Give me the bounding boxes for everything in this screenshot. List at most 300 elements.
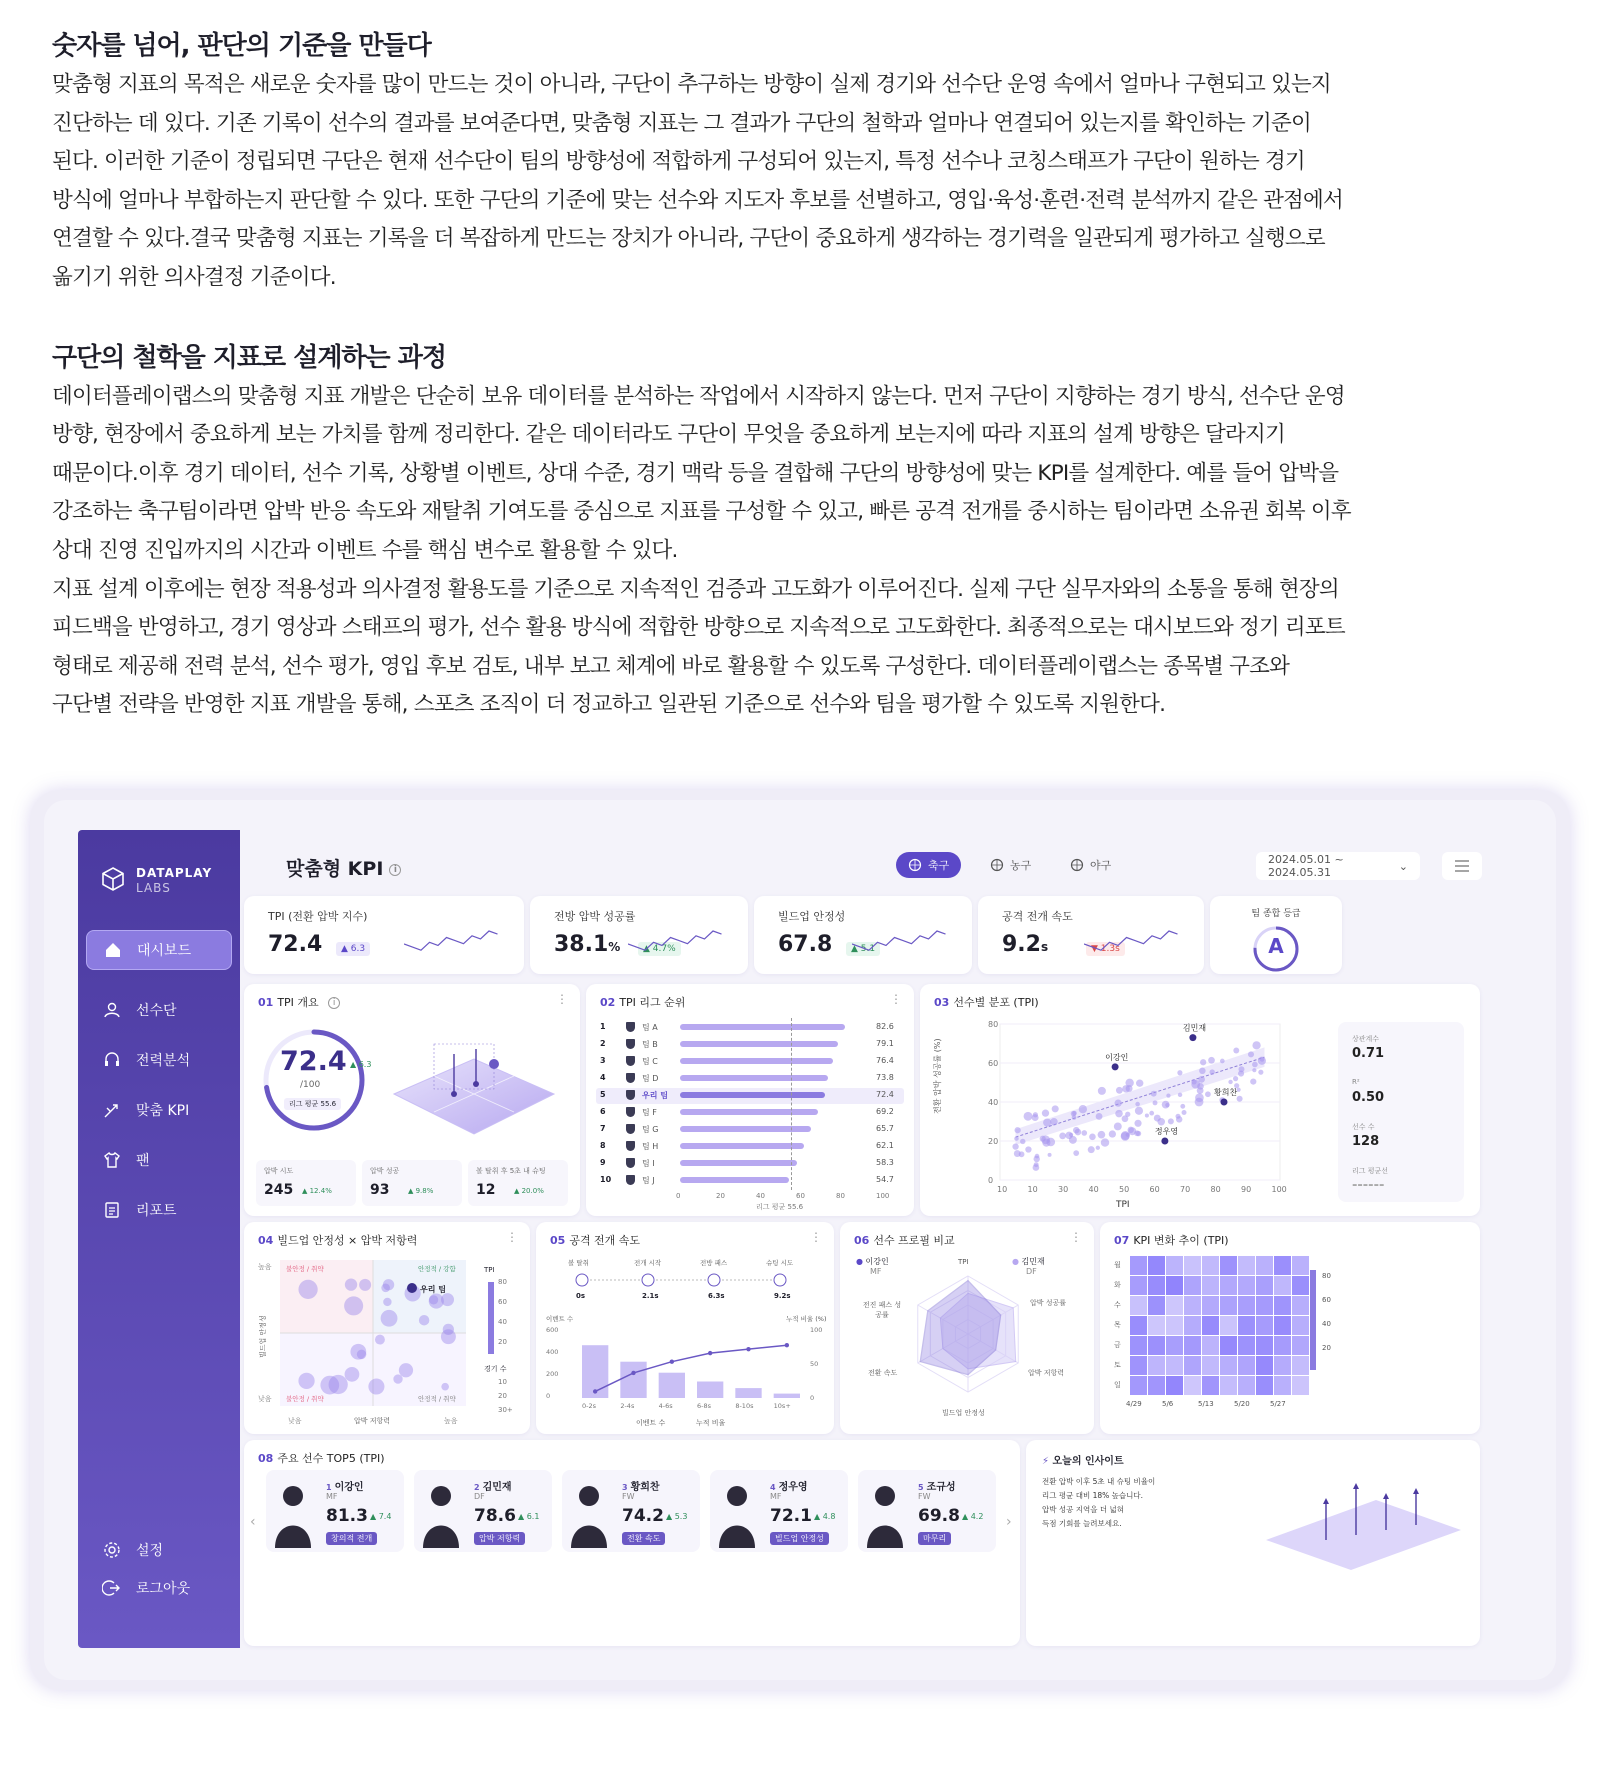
heatmap-cell	[1274, 1296, 1291, 1315]
line-point	[785, 1343, 789, 1347]
player-score: 74.2	[622, 1506, 664, 1526]
heatmap-cell	[1274, 1356, 1291, 1375]
paragraph-line: 구단별 전략을 반영한 지표 개발을 통해, 스포츠 조직이 더 정교하고 일관된 기준으로 선수와 팀을 평가할 수 있도록 지원한다.	[52, 692, 1166, 718]
x-tick-label: 10s+	[773, 1402, 791, 1410]
player-tag: 빌드업 안정성	[770, 1532, 829, 1545]
heatmap-cell	[1148, 1316, 1165, 1335]
player-position: MF	[326, 1492, 338, 1501]
heatmap-cell	[1238, 1296, 1255, 1315]
panel-tpi-overview	[244, 984, 580, 1216]
data-point	[1033, 1112, 1038, 1117]
tpi-scale-tick: 60	[498, 1298, 507, 1306]
rank-number: 1	[600, 1022, 606, 1031]
data-point	[1059, 1132, 1066, 1139]
player-card[interactable]	[562, 1470, 700, 1552]
shield-icon	[626, 1022, 635, 1032]
x-tick-label: 20	[716, 1192, 725, 1200]
event-bar	[659, 1373, 685, 1398]
heatmap-cell	[1184, 1296, 1201, 1315]
stat-label: 볼 탈취 후 5초 내 슈팅	[476, 1167, 546, 1175]
data-point	[1178, 1093, 1182, 1097]
team-grade-card	[1210, 896, 1342, 974]
rank-number: 3	[600, 1056, 606, 1065]
heatmap-cell	[1292, 1376, 1309, 1395]
shield-icon	[626, 1124, 635, 1134]
x-tick-label: 2-4s	[620, 1402, 635, 1410]
info-icon[interactable]: i	[389, 864, 401, 876]
bubble	[298, 1373, 314, 1389]
data-point	[1248, 1051, 1254, 1057]
more-icon[interactable]: ⋮	[556, 992, 568, 1006]
heatmap-cell	[1184, 1356, 1201, 1375]
panel-title: 06 선수 프로필 비교	[854, 1234, 955, 1247]
data-point	[1210, 1069, 1215, 1074]
panel-tpi-league-rank	[586, 984, 914, 1216]
heatmap-cell	[1130, 1376, 1147, 1395]
x-tick-label: 100	[1271, 1185, 1287, 1194]
heatmap-cell	[1148, 1276, 1165, 1295]
player-name: 5 조규성	[918, 1482, 956, 1493]
step-icon	[708, 1274, 720, 1286]
y-hi-label: 높음	[258, 1263, 272, 1271]
rank-value: 54.7	[876, 1175, 894, 1184]
bubble	[368, 1378, 384, 1394]
more-icon[interactable]: ⋮	[1070, 1230, 1082, 1244]
sidebar-item[interactable]	[86, 1140, 232, 1180]
data-point	[1252, 1041, 1260, 1049]
rank-value: 69.2	[876, 1107, 894, 1116]
sport-tab[interactable]	[978, 852, 1043, 878]
bubble	[381, 1283, 390, 1292]
stat-value: 128	[1352, 1134, 1380, 1149]
sidebar	[78, 830, 240, 1648]
player-score: 81.3	[326, 1506, 368, 1526]
labeled-point	[1189, 1034, 1196, 1041]
paragraph-line: 강조하는 축구팀이라면 압박 반응 속도와 재탈취 기여도를 중심으로 지표를 구성할 수 있고, 빠른 공격 전개를 중시하는 팀이라면 소유권 회복 이후	[52, 499, 1351, 525]
data-point	[1069, 1136, 1077, 1144]
heatmap-cell	[1202, 1356, 1219, 1375]
bubble	[350, 1344, 366, 1360]
league-average: 리그 평균 55.6	[284, 1098, 341, 1110]
heatmap-cell	[1130, 1256, 1147, 1275]
stat-delta: ▲ 9.8%	[408, 1187, 434, 1195]
shield-icon	[626, 1039, 635, 1049]
quadrant-label: 안정적 / 취약	[418, 1395, 456, 1403]
y-tick-label: 20	[988, 1137, 999, 1146]
kpi-card	[244, 896, 524, 974]
kpi-value: 38.1%	[554, 932, 621, 957]
data-point	[1122, 1085, 1130, 1093]
panel-title: 08 주요 선수 TOP5 (TPI)	[258, 1452, 385, 1465]
heatmap-cell	[1220, 1356, 1237, 1375]
team-name: 팀 A	[642, 1023, 658, 1032]
paragraph-line: 데이터플레이랩스의 맞춤형 지표 개발은 단순히 보유 데이터를 분석하는 작업에서 시작하지 않는다. 먼저 구단이 지향하는 경기 방식, 선수단 운영	[52, 383, 1345, 409]
kpi-sparkline	[1084, 922, 1184, 952]
data-point	[1121, 1132, 1130, 1141]
data-point	[1208, 1057, 1215, 1064]
player-tag: 압박 저항력	[474, 1532, 525, 1545]
event-bar	[735, 1388, 761, 1398]
heatmap-col-label: 5/13	[1198, 1400, 1214, 1408]
stat-label: 압박 성공	[370, 1167, 400, 1175]
heatmap-scale-tick: 80	[1322, 1272, 1331, 1280]
panel-title: 04 빌드업 안정성 × 압박 저항력	[258, 1234, 418, 1247]
tpi-denominator: /100	[300, 1080, 321, 1090]
sport-tab-label: 야구	[1090, 859, 1112, 872]
data-point	[1014, 1150, 1021, 1157]
more-icon[interactable]: ⋮	[890, 992, 902, 1006]
rank-bar	[680, 1041, 838, 1047]
panel-title: 07 KPI 변화 추이 (TPI)	[1114, 1234, 1229, 1247]
radar-axis-label: 전진 패스 성공률	[862, 1301, 902, 1319]
labeled-point	[1221, 1099, 1228, 1106]
data-point	[1089, 1134, 1096, 1141]
player-photo	[568, 1478, 610, 1548]
heatmap-cell	[1166, 1316, 1183, 1335]
heatmap-cell	[1202, 1316, 1219, 1335]
y2-tick-label: 0	[810, 1394, 815, 1402]
x-axis-label: 압박 저항력	[354, 1417, 391, 1425]
team-name: 팀 G	[642, 1125, 659, 1134]
data-point	[1220, 1059, 1225, 1064]
sidebar-item[interactable]	[86, 1190, 232, 1230]
x-tick-label: 10	[997, 1185, 1008, 1194]
legend-bar: 이벤트 수	[636, 1419, 666, 1427]
y-tick-label: 40	[988, 1098, 999, 1107]
labeled-point	[1161, 1138, 1168, 1145]
paragraph-line: 형태로 제공해 전력 분석, 선수 평가, 영입 후보 검토, 내부 보고 체계에 바로 활용할 수 있도록 구성한다. 데이터플레이랩스는 종목별 구조와	[52, 653, 1290, 679]
radar-axis-label: 압박 성공률	[1030, 1299, 1067, 1307]
panel-top5-players	[244, 1440, 1020, 1646]
shield-icon	[626, 1056, 635, 1066]
tpi-score: 72.4	[280, 1046, 347, 1077]
insight-text: 리그 평균 대비 18% 높습니다.	[1042, 1491, 1144, 1500]
rank-value: 58.3	[876, 1158, 894, 1167]
prev-arrow-icon[interactable]: ‹	[250, 1514, 256, 1530]
data-point	[1177, 1070, 1182, 1075]
player-b-legend: ● 김민재 DF	[1012, 1257, 1045, 1276]
player-photo	[864, 1478, 906, 1548]
insight-title: ⚡ 오늘의 인사이트	[1042, 1456, 1124, 1467]
heatmap-row-label: 토	[1114, 1361, 1121, 1369]
heatmap-cell	[1166, 1376, 1183, 1395]
rank-number: 5	[600, 1090, 606, 1099]
rank-number: 9	[600, 1158, 606, 1167]
heatmap-cell	[1238, 1356, 1255, 1375]
rank-number: 6	[600, 1107, 606, 1116]
rank-value: 79.1	[876, 1039, 894, 1048]
stat-value: 245	[264, 1182, 294, 1198]
chevron-down-icon: ⌄	[1398, 859, 1408, 873]
y-axis-title: 이벤트 수	[546, 1315, 574, 1323]
player-position: FW	[918, 1492, 931, 1501]
sidebar-item[interactable]	[86, 930, 232, 970]
data-point	[1115, 1100, 1122, 1107]
paragraph-line: 상대 진영 진입까지의 시간과 이벤트 수를 핵심 변수로 활용할 수 있다.	[52, 537, 678, 563]
grade-value: A	[1268, 934, 1284, 958]
step-time: 9.2s	[774, 1292, 791, 1300]
player-tag: 마무리	[918, 1532, 951, 1545]
rank-number: 2	[600, 1039, 606, 1048]
data-point	[1134, 1120, 1141, 1127]
team-name: 팀 H	[642, 1142, 659, 1151]
heatmap-col-label: 4/29	[1126, 1400, 1142, 1408]
paragraph-line: 방식에 얼마나 부합하는지 판단할 수 있다. 또한 구단의 기준에 맞는 선수와 지도자 후보를 선별하고, 영입·육성·훈련·전력 분석까지 같은 관점에서	[52, 187, 1343, 213]
radar-axis-label: 빌드업 안정성	[942, 1409, 985, 1417]
player-card[interactable]	[414, 1470, 552, 1552]
player-tag: 전환 속도	[622, 1532, 665, 1545]
scatter-chart	[920, 984, 1340, 1216]
quadrant-label: 안정적 / 강함	[418, 1265, 456, 1273]
data-point	[1237, 1096, 1243, 1102]
stat-label: 리그 평균선	[1352, 1167, 1389, 1175]
data-point	[1115, 1110, 1123, 1118]
y-tick-label: 60	[988, 1059, 999, 1068]
data-point	[1233, 1076, 1238, 1081]
sidebar-item[interactable]	[86, 990, 232, 1030]
x-axis-label: TPI	[1116, 1200, 1130, 1210]
data-point	[1145, 1113, 1149, 1117]
player-card[interactable]	[858, 1470, 996, 1552]
player-delta: ▲ 4.2	[962, 1512, 984, 1521]
heatmap-cell	[1274, 1256, 1291, 1275]
y-lo-label: 낮음	[258, 1395, 272, 1403]
player-card[interactable]	[710, 1470, 848, 1552]
data-point	[1043, 1118, 1051, 1126]
kpi-unit: %	[608, 940, 621, 954]
data-point	[1071, 1111, 1077, 1117]
player-score: 72.1	[770, 1506, 812, 1526]
heatmap-cell	[1256, 1296, 1273, 1315]
event-bar	[620, 1362, 646, 1398]
ball-icon	[990, 858, 1004, 872]
paragraph-line: 맞춤형 지표의 목적은 새로운 숫자를 많이 만드는 것이 아니라, 구단이 추구하는 방향이 실제 경기와 선수단 운영 속에서 얼마나 구현되고 있는지	[52, 72, 1331, 97]
menu-button[interactable]	[1442, 852, 1482, 880]
player-card[interactable]	[266, 1470, 404, 1552]
shield-icon	[626, 1141, 635, 1151]
heatmap-row-label: 월	[1114, 1261, 1121, 1269]
heatmap-cell	[1130, 1276, 1147, 1295]
paragraph-line: 옮기기 위한 의사결정 기준이다.	[52, 264, 336, 290]
kpi-label: 빌드업 안정성	[778, 910, 846, 923]
heatmap-row-label: 목	[1114, 1321, 1121, 1329]
player-tag: 창의적 전개	[326, 1532, 377, 1545]
heatmap-cell	[1148, 1376, 1165, 1395]
sidebar-item[interactable]	[86, 1568, 232, 1608]
x-tick-label: 4-6s	[658, 1402, 673, 1410]
data-point	[1134, 1130, 1140, 1136]
data-point	[1035, 1154, 1040, 1159]
kpi-delta-badge: ▲ 5.1	[846, 942, 880, 956]
kpi-unit: s	[1040, 940, 1049, 954]
heatmap-cell	[1130, 1316, 1147, 1335]
stat-delta: ▲ 20.0%	[514, 1187, 544, 1195]
panel-title: 01 TPI 개요 i	[258, 994, 340, 1010]
sidebar-item-label: 로그아웃	[136, 1581, 191, 1597]
team-name: 팀 B	[642, 1040, 658, 1049]
tpi-stat-box	[362, 1160, 462, 1206]
pitch-3d-illustration	[384, 1024, 564, 1154]
point-label: 황희찬	[1214, 1088, 1238, 1097]
data-point	[1233, 1048, 1239, 1054]
heatmap-cell	[1166, 1256, 1183, 1275]
event-bar	[774, 1394, 800, 1398]
heatmap-cell	[1238, 1276, 1255, 1295]
sidebar-item[interactable]	[86, 1090, 232, 1130]
next-arrow-icon[interactable]: ›	[1006, 1514, 1012, 1530]
sidebar-item-label: 전력분석	[136, 1053, 191, 1069]
point-label: 이강인	[1105, 1052, 1129, 1062]
sport-tab-label: 농구	[1010, 859, 1032, 872]
x-tick-label: 60	[796, 1192, 805, 1200]
heatmap-cell	[1220, 1336, 1237, 1355]
data-point	[1081, 1130, 1087, 1136]
step-icon	[576, 1274, 588, 1286]
x-tick-label: 0-2s	[582, 1402, 597, 1410]
heatmap-row-label: 수	[1114, 1301, 1121, 1309]
heatmap-cell	[1202, 1296, 1219, 1315]
data-point	[1050, 1118, 1057, 1125]
data-point	[1014, 1136, 1018, 1140]
kpi-value: 72.4	[268, 932, 323, 957]
line-point	[631, 1371, 635, 1375]
x-tick-label: 40	[1088, 1185, 1099, 1194]
data-point	[1252, 1062, 1258, 1068]
tactics-icon	[102, 1100, 122, 1120]
insight-text: 전환 압박 이후 5초 내 슈팅 비율이	[1042, 1477, 1156, 1486]
heatmap-cell	[1148, 1336, 1165, 1355]
kpi-card	[978, 896, 1204, 974]
tpi-scale-tick: 20	[498, 1338, 507, 1346]
info-icon[interactable]: i	[328, 997, 340, 1009]
x-tick-label: 60	[1149, 1185, 1160, 1194]
gear-icon	[102, 1540, 122, 1560]
tpi-stat-box	[256, 1160, 356, 1206]
panel-title: 03 선수별 분포 (TPI)	[934, 996, 1039, 1009]
data-point	[1116, 1087, 1123, 1094]
heatmap-chart	[1100, 1222, 1480, 1434]
tpi-color-scale	[488, 1282, 494, 1354]
heatmap-cell	[1166, 1356, 1183, 1375]
stat-label: 압박 시도	[264, 1167, 294, 1175]
heatmap-cell	[1256, 1316, 1273, 1335]
insight-text: 득점 기회를 늘려보세요.	[1042, 1519, 1122, 1528]
data-point	[1153, 1100, 1158, 1105]
heatmap-cell	[1130, 1336, 1147, 1355]
data-point	[1052, 1105, 1059, 1112]
heatmap-cell	[1184, 1376, 1201, 1395]
sport-tab[interactable]	[896, 852, 961, 878]
panel-title: 05 공격 전개 속도	[550, 1234, 641, 1247]
heatmap-cell	[1292, 1356, 1309, 1375]
point-label: 김민재	[1182, 1023, 1207, 1033]
data-point	[1042, 1109, 1049, 1116]
sidebar-item-label: 대시보드	[137, 943, 192, 959]
rank-value: 82.6	[876, 1022, 894, 1031]
stat-label: 선수 수	[1352, 1123, 1375, 1131]
date-range-select[interactable]: 2024.05.01 ~ 2024.05.31 ⌄	[1256, 852, 1420, 880]
data-point	[1228, 1080, 1232, 1084]
sidebar-item-label: 선수단	[136, 1003, 177, 1019]
step-time: 0s	[576, 1292, 586, 1300]
more-icon[interactable]: ⋮	[506, 1230, 518, 1244]
tpi-stat-box	[468, 1160, 568, 1206]
shield-icon	[626, 1073, 635, 1083]
ball-icon	[1070, 858, 1084, 872]
article-paragraph-1	[52, 66, 1562, 298]
player-position: MF	[770, 1492, 782, 1501]
sidebar-item[interactable]	[86, 1530, 232, 1570]
sport-tab[interactable]	[1058, 852, 1123, 878]
spark-icon: ⚡	[1042, 1456, 1050, 1467]
team-name: 우리 팀	[642, 1091, 668, 1100]
rank-bar	[680, 1075, 828, 1081]
x-tick-label: 100	[876, 1192, 890, 1200]
x-lo-label: 낮음	[288, 1417, 302, 1425]
heatmap-scale-tick: 40	[1322, 1320, 1331, 1328]
rank-bar	[680, 1024, 845, 1030]
data-point	[1197, 1083, 1204, 1090]
x-tick-label: 70	[1180, 1185, 1191, 1194]
data-point	[1114, 1122, 1122, 1130]
bubble	[359, 1279, 371, 1291]
headset-icon	[102, 1050, 122, 1070]
heatmap-row-label: 일	[1114, 1381, 1121, 1389]
step-label: 전방 패스	[700, 1259, 728, 1267]
data-point	[1252, 1068, 1256, 1072]
player-name: 4 정우영	[770, 1482, 808, 1493]
heatmap-cell	[1202, 1376, 1219, 1395]
y-axis-label: 빌드업 안정성	[259, 1315, 267, 1358]
data-point	[1025, 1146, 1031, 1152]
sport-tab-label: 축구	[928, 859, 950, 872]
ball-icon	[908, 858, 922, 872]
our-team-bubble	[407, 1283, 417, 1293]
rank-number: 10	[600, 1175, 612, 1184]
radar-axis-label: TPI	[958, 1258, 969, 1266]
y2-tick-label: 100	[810, 1326, 823, 1334]
heatmap-cell	[1238, 1256, 1255, 1275]
article-heading-2: 구단의 철학을 지표로 설계하는 과정	[52, 342, 446, 373]
stat-value: ------	[1352, 1178, 1385, 1193]
data-point	[1015, 1127, 1021, 1133]
heatmap-cell	[1220, 1316, 1237, 1335]
kpi-delta-badge: ▼ 1.3s	[1086, 942, 1125, 956]
quadrant-label: 불안정 / 취약	[286, 1395, 324, 1403]
stat-value: 12	[476, 1182, 496, 1198]
dashboard	[44, 800, 1556, 1680]
games-legend-item: 30+	[498, 1406, 513, 1414]
heatmap-cell	[1202, 1276, 1219, 1295]
heatmap-cell	[1202, 1336, 1219, 1355]
kpi-label: TPI (전환 압박 지수)	[268, 910, 368, 923]
data-point	[1168, 1118, 1174, 1124]
rank-value: 72.4	[876, 1090, 894, 1099]
y2-tick-label: 50	[810, 1360, 819, 1368]
heatmap-cell	[1220, 1276, 1237, 1295]
step-label: 슈팅 시도	[766, 1259, 794, 1267]
heatmap-cell	[1256, 1356, 1273, 1375]
heatmap-cell	[1256, 1376, 1273, 1395]
heatmap-cell	[1220, 1376, 1237, 1395]
rank-value: 76.4	[876, 1056, 894, 1065]
quadrant-label: 불안정 / 취약	[286, 1265, 324, 1273]
data-point	[1096, 1146, 1100, 1150]
bubble	[345, 1278, 357, 1290]
heatmap-cell	[1256, 1256, 1273, 1275]
sidebar-item[interactable]	[86, 1040, 232, 1080]
more-icon[interactable]: ⋮	[810, 1230, 822, 1244]
